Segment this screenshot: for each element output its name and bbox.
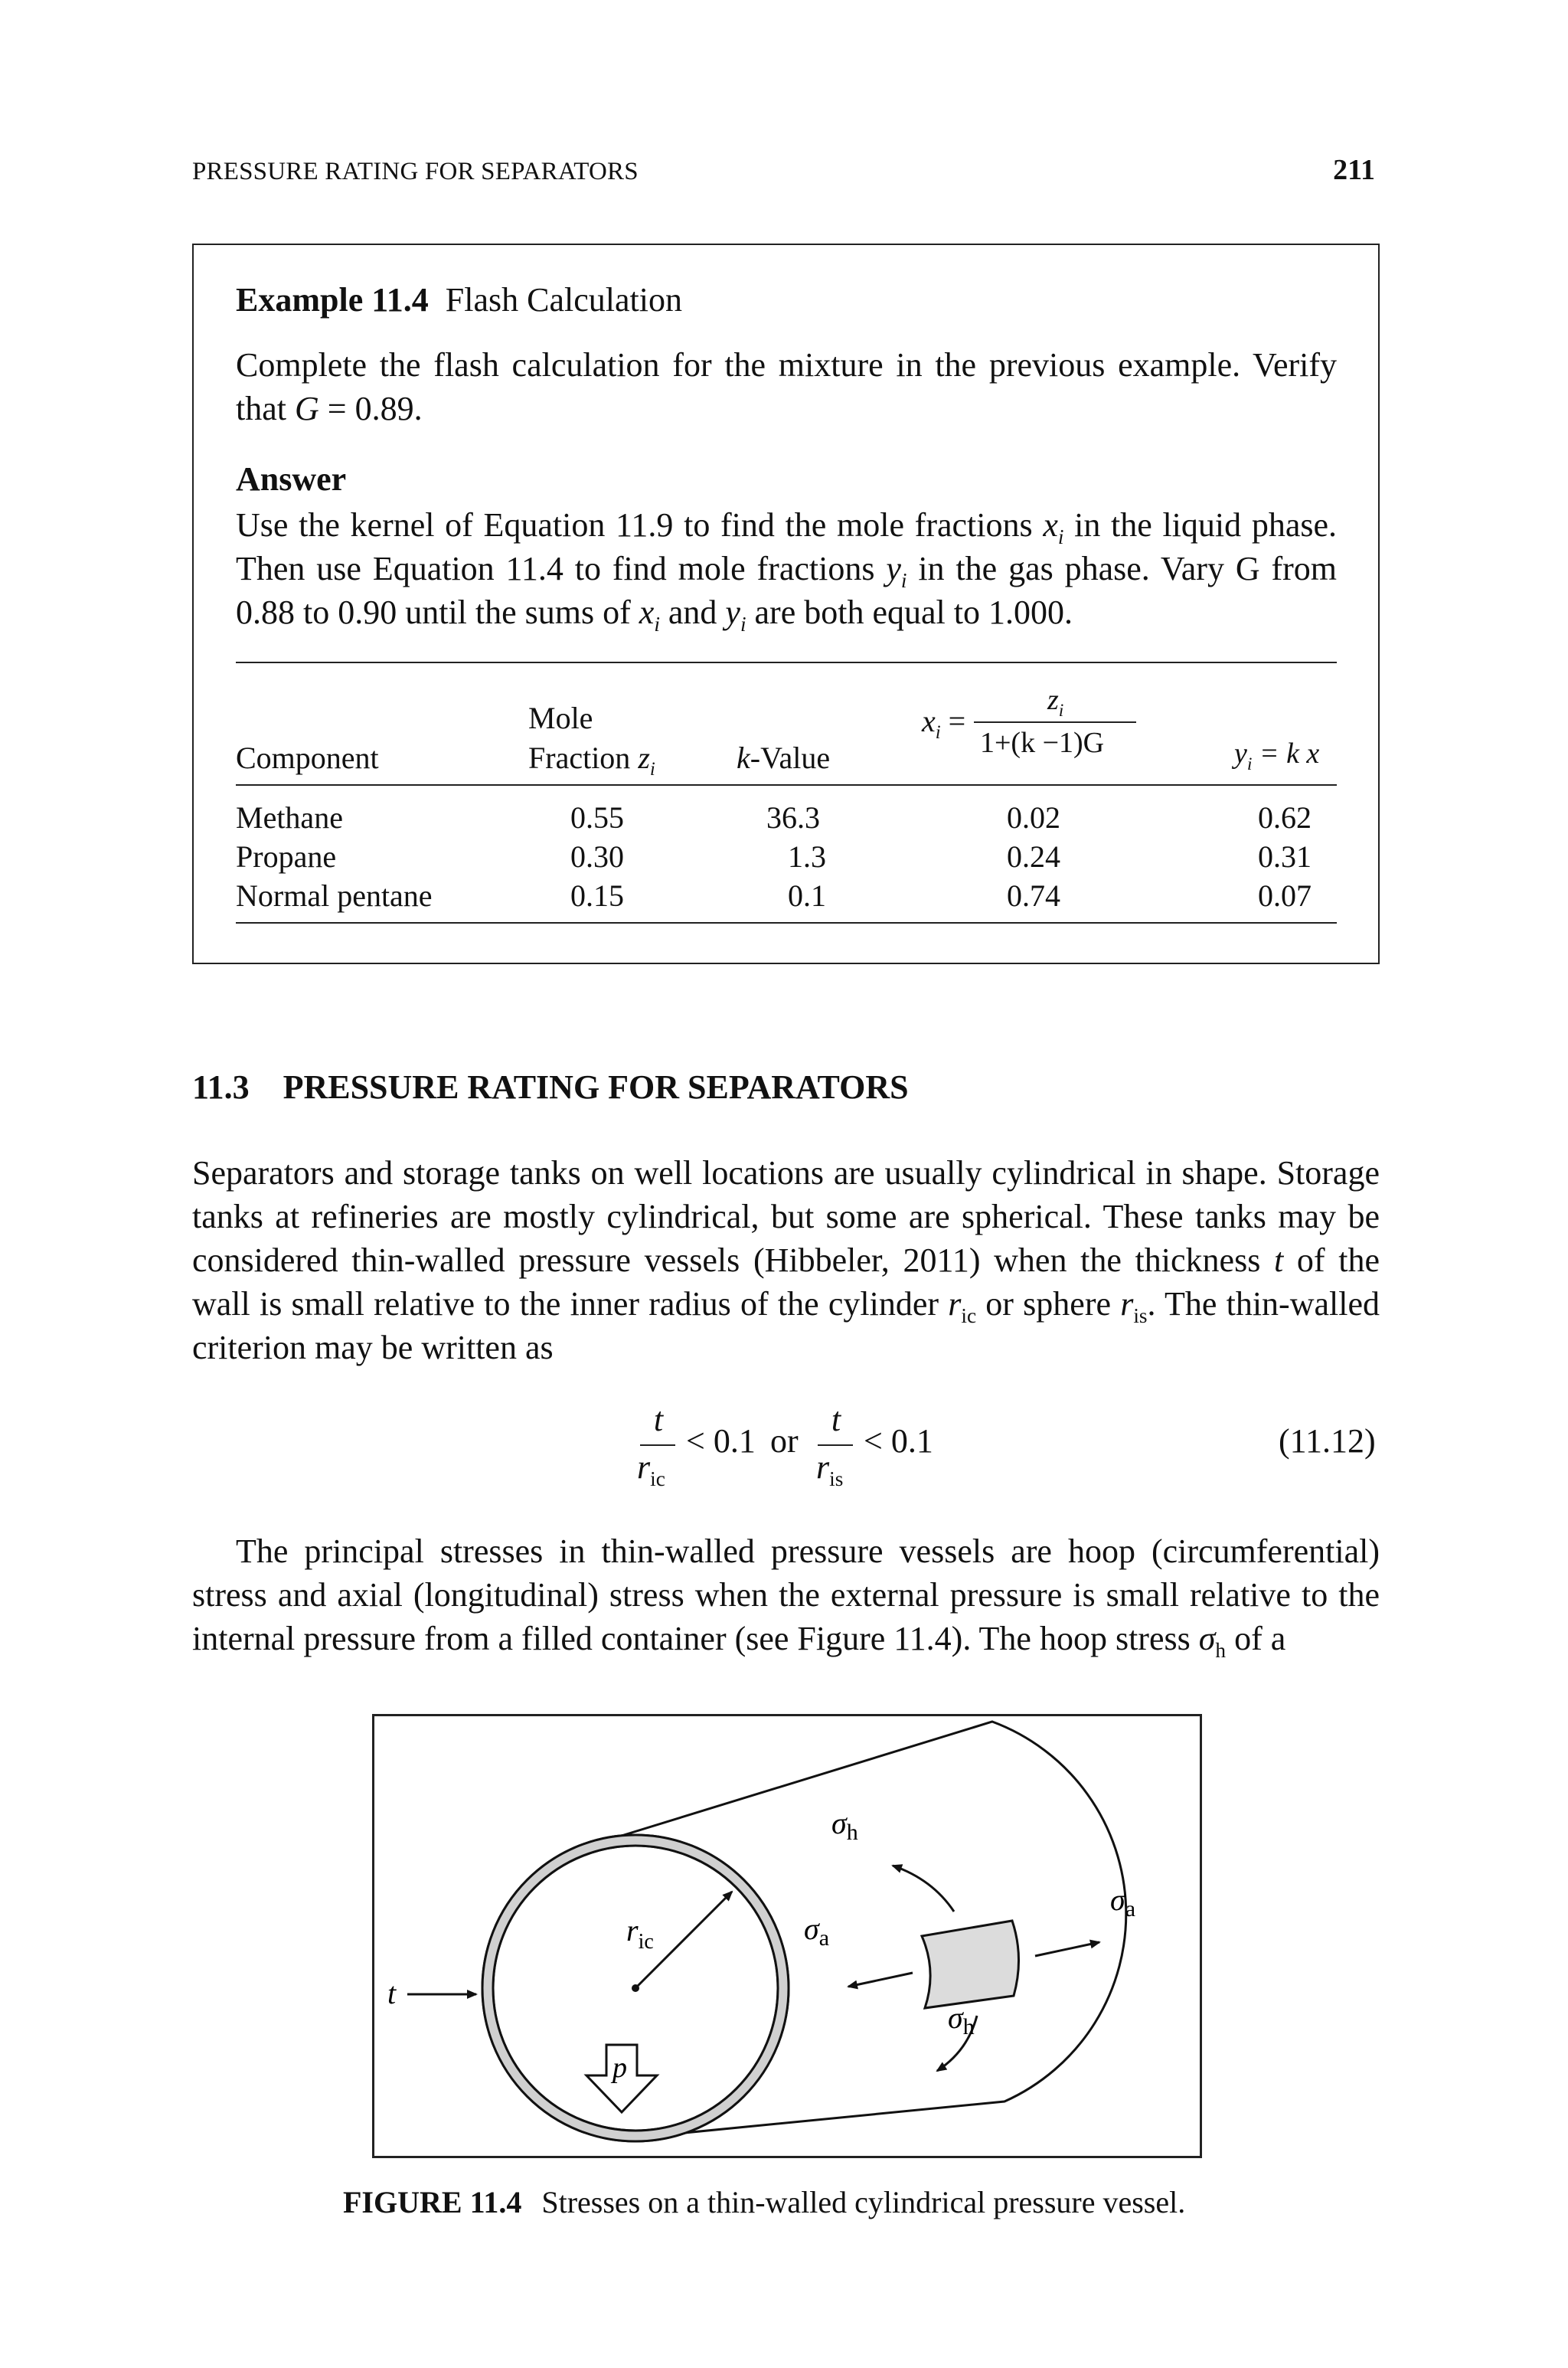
eq-or: or bbox=[770, 1422, 799, 1460]
x-var: x bbox=[922, 704, 936, 738]
row-k: 0.1 bbox=[788, 878, 826, 913]
subscript: i bbox=[935, 722, 941, 744]
header-x-lhs: $x_i$ = bbox=[922, 704, 966, 744]
p1-seg: Separators and storage tanks on well locations are usually cylindrical in shape. Storage tanks at refineries are mostly cylindrical, but some are spherical. These tanks may be considered thin-walled pressure vessels (Hibbeler, 2011) when the thickness bbox=[192, 1154, 1380, 1279]
cylinder-stress-figure bbox=[372, 1714, 1202, 2158]
section-number: 11.3 bbox=[192, 1068, 250, 1106]
question-text: Complete the flash calculation for the mixture in the previous example. Verify that bbox=[236, 346, 1337, 427]
row-x: 0.74 bbox=[1007, 878, 1060, 913]
p1-var-t: t bbox=[1274, 1241, 1284, 1279]
x-num: z bbox=[1047, 684, 1059, 716]
ric-label: $r_{ic}$ bbox=[626, 1913, 654, 1954]
row-k: 1.3 bbox=[788, 839, 826, 874]
header-y-formula bbox=[1234, 737, 1320, 774]
answer-seg: in the gas phase. Vary G from 0.88 to 0.90 until the sums of bbox=[236, 550, 1338, 631]
example-title-text: Flash Calculation bbox=[445, 281, 682, 319]
row-component: Normal pentane bbox=[236, 878, 433, 913]
row-z: 0.55 bbox=[570, 800, 624, 835]
p2-seg: of a bbox=[1226, 1620, 1286, 1657]
answer-var-x: x bbox=[1043, 506, 1058, 544]
eq-r: r bbox=[816, 1448, 830, 1486]
answer-seg: Use the kernel of Equation 11.9 to find the mole fractions bbox=[236, 506, 1044, 544]
hoop-arrow-top bbox=[893, 1866, 954, 1912]
subscript: i bbox=[740, 613, 746, 636]
question-text-end: = 0.89. bbox=[318, 390, 423, 427]
page-number: 211 bbox=[1333, 154, 1375, 186]
row-y: 0.31 bbox=[1258, 839, 1312, 874]
answer-seg: are both equal to 1.000. bbox=[746, 594, 1073, 631]
eq-r: r bbox=[637, 1448, 651, 1486]
eq-bar-2 bbox=[818, 1444, 853, 1446]
figure-caption bbox=[343, 2184, 1185, 2220]
eq-lt-2: < 0.1 bbox=[864, 1422, 933, 1460]
sigma-h-label-bottom: $\sigma_h$ bbox=[948, 2000, 975, 2039]
subscript: i bbox=[1058, 700, 1064, 721]
table-top-rule bbox=[236, 662, 1337, 663]
p2-seg: The principal stresses in thin-walled pressure vessels are hoop (circumferential) stress and axial (longitudinal) stress when the external pressure is small relative to the internal pressure from a filled container (see Figure 11.4). The hoop stress bbox=[192, 1532, 1380, 1657]
row-k: 36.3 bbox=[766, 800, 820, 835]
subscript: i bbox=[1057, 525, 1064, 549]
p2-sub-h: h bbox=[1215, 1639, 1227, 1663]
y-var: y bbox=[1234, 738, 1247, 770]
p2-sigma: σ bbox=[1198, 1620, 1216, 1657]
p1-var-r: r bbox=[1120, 1285, 1134, 1323]
section-title: PRESSURE RATING FOR SEPARATORS bbox=[283, 1068, 909, 1106]
header-k-var: k bbox=[737, 741, 750, 775]
sigma-h-label-top: $\sigma_h$ bbox=[831, 1806, 858, 1845]
eq-den-1 bbox=[637, 1447, 691, 1491]
sigma-a-label-left: $\sigma_a$ bbox=[804, 1912, 830, 1951]
header-fraction bbox=[528, 740, 655, 780]
stress-element bbox=[922, 1921, 1019, 2008]
answer-var-y: y bbox=[725, 594, 740, 631]
p-label: p bbox=[612, 2052, 627, 2084]
answer-heading: Answer bbox=[236, 460, 347, 498]
header-fraction-text: Fraction bbox=[528, 741, 639, 775]
axial-arrow-right bbox=[1035, 1942, 1099, 1956]
table-bottom-rule bbox=[236, 922, 1337, 924]
table-header-rule bbox=[236, 784, 1337, 786]
figure-caption-text: Stresses on a thin-walled cylindrical pressure vessel. bbox=[541, 2185, 1186, 2219]
example-question bbox=[236, 343, 1337, 430]
eq-den-2 bbox=[816, 1447, 870, 1491]
running-head: PRESSURE RATING FOR SEPARATORS bbox=[192, 158, 639, 185]
figure-caption-label: FIGURE 11.4 bbox=[343, 2185, 522, 2219]
header-k-value bbox=[737, 740, 830, 776]
row-z: 0.30 bbox=[570, 839, 624, 874]
question-var: G bbox=[294, 390, 319, 427]
p1-seg: of the wall is small relative to the inner radius of the cylinder bbox=[192, 1241, 1380, 1323]
header-mole: Mole bbox=[528, 701, 593, 735]
subscript: i bbox=[654, 613, 660, 636]
row-z: 0.15 bbox=[570, 878, 624, 913]
eq-ic: ic bbox=[650, 1467, 665, 1491]
answer-var-x: x bbox=[639, 594, 655, 631]
row-x: 0.24 bbox=[1007, 839, 1060, 874]
subscript: i bbox=[900, 569, 907, 593]
section-heading bbox=[192, 1068, 909, 1107]
row-component: Propane bbox=[236, 839, 337, 874]
eq-number: (11.12) bbox=[1279, 1422, 1376, 1460]
eq-lt-1: < 0.1 bbox=[686, 1422, 756, 1460]
row-y: 0.07 bbox=[1258, 878, 1312, 913]
body-paragraph-2 bbox=[192, 1529, 1380, 1663]
p1-var-r: r bbox=[948, 1285, 962, 1323]
body-paragraph-1 bbox=[192, 1151, 1380, 1369]
y-rhs: = k x bbox=[1259, 738, 1320, 770]
answer-seg: and bbox=[659, 594, 726, 631]
eq-num-t2: t bbox=[831, 1401, 841, 1438]
header-x-denominator: 1+(k −1)G bbox=[980, 727, 1105, 759]
row-component: Methane bbox=[236, 800, 343, 835]
axial-arrow-left bbox=[848, 1973, 913, 1987]
t-label: t bbox=[387, 1976, 397, 2010]
row-y: 0.62 bbox=[1258, 800, 1312, 835]
eq-num-t1: t bbox=[653, 1401, 664, 1438]
eq-is: is bbox=[829, 1467, 844, 1491]
answer-var-y: y bbox=[886, 550, 901, 587]
sigma-a-label-right: $\sigma_a$ bbox=[1110, 1882, 1136, 1922]
row-x: 0.02 bbox=[1007, 800, 1060, 835]
example-label: Example 11.4 bbox=[236, 281, 429, 319]
header-x-numerator bbox=[1047, 683, 1064, 721]
p1-seg: or sphere bbox=[976, 1285, 1121, 1323]
x-fraction-bar bbox=[974, 721, 1136, 723]
p1-sub-ic: ic bbox=[961, 1304, 977, 1328]
example-title bbox=[236, 280, 682, 319]
header-k-text: -Value bbox=[750, 741, 831, 775]
answer-seg: in the liquid phase. Then use Equation 11.4 to find mole fractions bbox=[236, 506, 1337, 587]
header-fraction-var: z bbox=[638, 741, 650, 775]
p1-sub-is: is bbox=[1133, 1304, 1148, 1328]
header-component: Component bbox=[236, 741, 379, 775]
eq-bar-1 bbox=[640, 1444, 675, 1446]
subscript: i bbox=[649, 759, 655, 780]
p1-seg: . The thin-walled criterion may be written as bbox=[192, 1285, 1380, 1366]
subscript: i bbox=[1246, 754, 1253, 774]
answer-text bbox=[236, 503, 1337, 634]
